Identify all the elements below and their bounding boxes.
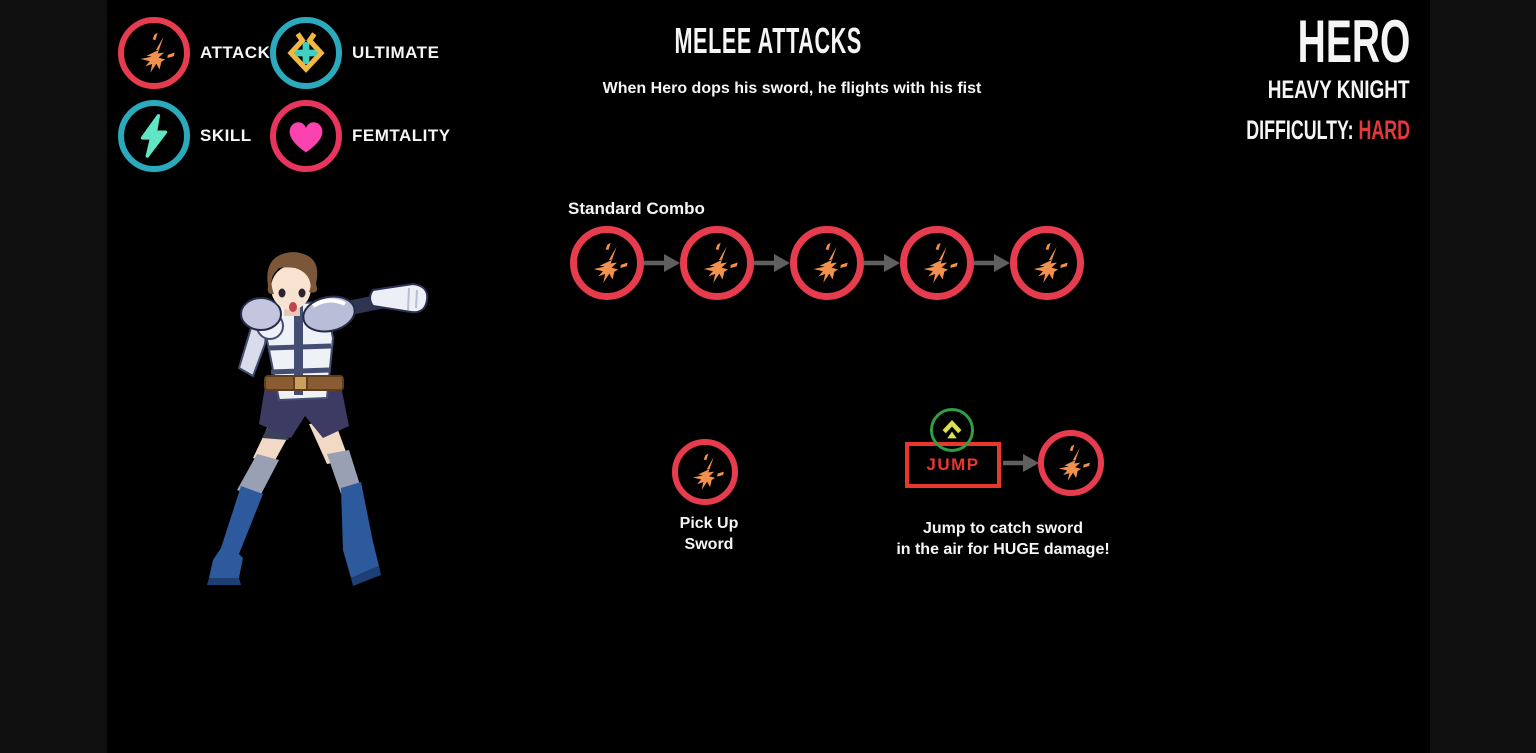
arrow-icon — [644, 253, 680, 273]
hero-class: HEAVY KNIGHT — [1268, 76, 1410, 104]
pickup-attack-icon — [672, 439, 738, 505]
page-title: MELEE ATTACKS — [674, 20, 862, 61]
jump-attack-icon — [1038, 430, 1104, 496]
page-subtitle: When Hero dops his sword, he flights with his fist — [602, 80, 982, 97]
legend-label-attack: ATTACK — [200, 43, 271, 62]
legend-item-ultimate — [270, 17, 439, 89]
legend-label-femtality: FEMTALITY — [352, 126, 451, 145]
legend-label-skill: SKILL — [200, 126, 252, 145]
attack-icon — [570, 226, 644, 300]
jump-key-label: JUMP — [926, 455, 980, 474]
arrow-icon — [864, 253, 900, 273]
combo-label: Standard Combo — [568, 199, 705, 218]
combo-row — [570, 226, 1084, 300]
legend-label-ultimate: ULTIMATE — [352, 43, 440, 62]
legend-item-skill — [118, 100, 252, 172]
attack-icon — [680, 226, 754, 300]
attack-icon — [790, 226, 864, 300]
pickup-caption: Pick Up Sword — [679, 515, 739, 553]
attack-icon — [118, 17, 190, 89]
hero-name: HERO — [1297, 8, 1410, 75]
hero-difficulty: DIFFICULTY: HARD — [1246, 115, 1410, 145]
legend-item-attack — [118, 17, 270, 89]
arrow-icon — [974, 253, 1010, 273]
attack-icon — [1010, 226, 1084, 300]
ultimate-icon — [270, 17, 342, 89]
jump-caption: Jump to catch sword in the air for HUGE damage! — [896, 520, 1110, 558]
arrow-icon — [1003, 453, 1039, 473]
legend-item-femtality — [270, 100, 451, 172]
character-sprite — [173, 248, 433, 588]
hero-info — [1162, 8, 1410, 145]
attack-icon — [900, 226, 974, 300]
skill-bolt-icon — [118, 100, 190, 172]
jump-up-icon — [930, 408, 974, 452]
heart-icon — [270, 100, 342, 172]
difficulty-value: HARD — [1358, 115, 1410, 145]
arrow-icon — [754, 253, 790, 273]
